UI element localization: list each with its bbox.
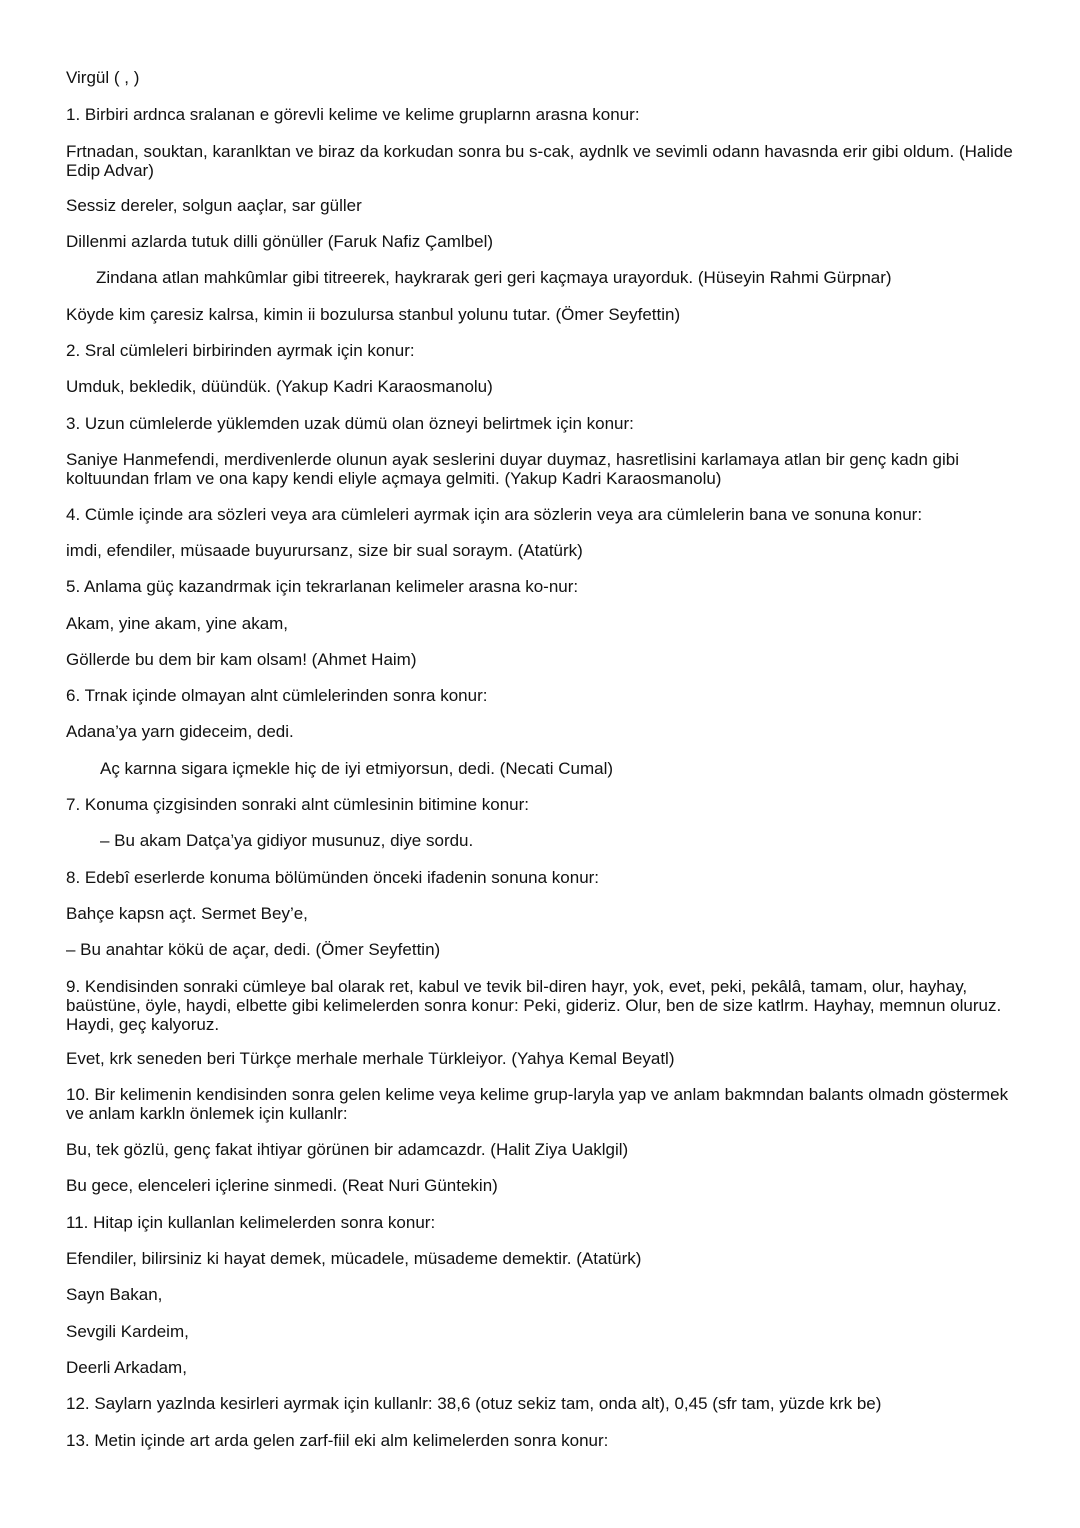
rule-3: 3. Uzun cümlelerde yüklemden uzak dümü olan özneyi belirtmek için konur: xyxy=(66,414,634,433)
example-line: Saniye Hanmefendi, merdivenlerde olunun ayak seslerini duyar duymaz, hasretlisini karlamaya atlan bir genç kadn gibi koltuundan frlam ve ona kapy kendi eliyle açmaya gelmiti. (Yakup Kadri Karaosmanolu) xyxy=(66,450,964,488)
example-line: Efendiler, bilirsiniz ki hayat demek, mücadele, müsademe demektir. (Atatürk) xyxy=(66,1249,642,1268)
rule-10: 10. Bir kelimenin kendisinden sonra gelen kelime veya kelime grup-laryla yap ve anlam bakmndan balants olmadn göstermek ve anlam karkln önlemek için kullanlr: xyxy=(66,1085,1013,1123)
rule-9: 9. Kendisinden sonraki cümleye bal olarak ret, kabul ve tevik bil-diren hayr, yok, evet, peki, pekâlâ, tamam, olur, hayhay, baüstüne, öyle, haydi, elbette gibi kelimelerden sonra konur: Peki, gideriz. Olur, ben de size katlrm. Hayhay, memnun oluruz. Haydi, geç kalyoruz. xyxy=(66,977,1006,1034)
example-line: Bu gece, elenceleri içlerine sinmedi. (Reat Nuri Güntekin) xyxy=(66,1176,498,1195)
example-line: Umduk, bekledik, düündük. (Yakup Kadri Karaosmanolu) xyxy=(66,377,493,396)
example-line: – Bu akam Datça’ya gidiyor musunuz, diye sordu. xyxy=(100,831,474,850)
page-title: Virgül ( , ) xyxy=(66,68,140,87)
example-line: Bahçe kapsn açt. Sermet Bey’e, xyxy=(66,904,308,923)
rule-5: 5. Anlama güç kazandrmak için tekrarlanan kelimeler arasna ko-nur: xyxy=(66,577,579,596)
rule-6: 6. Trnak içinde olmayan alnt cümlelerinden sonra konur: xyxy=(66,686,488,705)
rule-8: 8. Edebî eserlerde konuma bölümünden önceki ifadenin sonuna konur: xyxy=(66,868,600,887)
example-line: imdi, efendiler, müsaade buyurursanz, size bir sual soraym. (Atatürk) xyxy=(66,541,583,560)
rule-1: 1. Birbiri ardnca sralanan e görevli kelime ve kelime gruplarnn arasna konur: xyxy=(66,105,640,124)
example-line: Evet, krk seneden beri Türkçe merhale merhale Türkleiyor. (Yahya Kemal Beyatl) xyxy=(66,1049,675,1068)
example-line: Sessiz dereler, solgun aaçlar, sar güller xyxy=(66,196,362,215)
rule-11: 11. Hitap için kullanlan kelimelerden sonra konur: xyxy=(66,1213,436,1232)
example-line: Akam, yine akam, yine akam, xyxy=(66,614,289,633)
rule-7: 7. Konuma çizgisinden sonraki alnt cümlesinin bitimine konur: xyxy=(66,795,530,814)
rule-12: 12. Saylarn yazlnda kesirleri ayrmak için kullanlr: 38,6 (otuz sekiz tam, onda alt), 0,45 (sfr tam, yüzde krk be) xyxy=(66,1394,882,1413)
example-line: Sayn Bakan, xyxy=(66,1285,163,1304)
example-line: Deerli Arkadam, xyxy=(66,1358,187,1377)
example-line: Frtnadan, souktan, karanlktan ve biraz da korkudan sonra bu s-cak, aydnlk ve sevimli odann havasnda erir gibi oldum. (Halide Edip Advar) xyxy=(66,142,1018,180)
example-line: Köyde kim çaresiz kalrsa, kimin ii bozulursa stanbul yolunu tutar. (Ömer Seyfettin) xyxy=(66,305,681,324)
example-line: Bu, tek gözlü, genç fakat ihtiyar görünen bir adamcazdr. (Halit Ziya Uaklgil) xyxy=(66,1140,629,1159)
example-line: Zindana atlan mahkûmlar gibi titreerek, haykrarak geri geri kaçmaya urayorduk. (Hüseyin Rahmi Gürpnar) xyxy=(96,268,892,287)
rule-4: 4. Cümle içinde ara sözleri veya ara cümleleri ayrmak için ara sözlerin veya ara cümlelerin bana ve sonuna konur: xyxy=(66,505,923,524)
example-line: Adana’ya yarn gideceim, dedi. xyxy=(66,722,294,741)
example-line: Aç karnna sigara içmekle hiç de iyi etmiyorsun, dedi. (Necati Cumal) xyxy=(100,759,614,778)
example-line: Sevgili Kardeim, xyxy=(66,1322,189,1341)
example-line: Göllerde bu dem bir kam olsam! (Ahmet Haim) xyxy=(66,650,417,669)
example-line: – Bu anahtar kökü de açar, dedi. (Ömer Seyfettin) xyxy=(66,940,441,959)
rule-13: 13. Metin içinde art arda gelen zarf-fiil eki alm kelimelerden sonra konur: xyxy=(66,1431,609,1450)
rule-2: 2. Sral cümleleri birbirinden ayrmak için konur: xyxy=(66,341,415,360)
example-line: Dillenmi azlarda tutuk dilli gönüller (Faruk Nafiz Çamlbel) xyxy=(66,232,494,251)
